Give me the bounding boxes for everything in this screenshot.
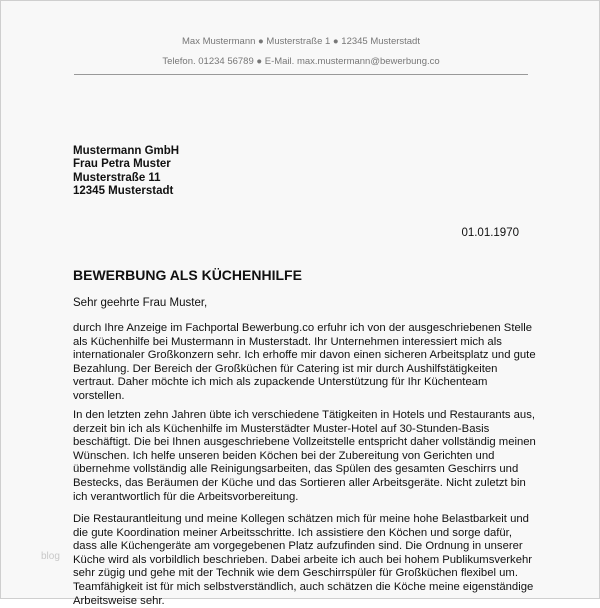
text-line: vorstellen. [73, 389, 125, 402]
text-line: internationaler Großkonzern sehr. Ich erhoffe mir davon einen sicheren Arbeitsplatz und gute [73, 349, 536, 362]
recipient-line: Frau Petra Muster [73, 158, 171, 171]
text-line: Die Restaurantleitung und meine Kollegen schätzen mich für meine hohe Belastbarkeit und [73, 513, 529, 525]
text-line: als Küchenhilfe bei Mustermann in Musterstadt. Ihr Unternehmen interessiert mich als [73, 335, 502, 348]
sender-contact: Telefon. 01234 56789 ● E-Mail. max.mustermann@bewerbung.co [162, 56, 440, 67]
text-line: In den letzten zehn Jahren übte ich verschiedene Tätigkeiten in Hotels und Restaurants aus, [73, 409, 535, 421]
text-line: sehr zügig und gehe mit der Technik wie dem Geschirrspüler für Großküchen flexibel um. [73, 567, 518, 580]
recipient-line: Musterstraße 11 [73, 171, 161, 184]
text-line: durch Ihre Anzeige im Fachportal Bewerbung.co erfuhr ich von der ausgeschriebenen Stelle [73, 322, 533, 334]
paragraph-2 [73, 409, 536, 504]
text-line: Bestecks, das Beräumen der Küche und das Sortieren aller Arbeitsgeräte. Nicht zuletzt bin [73, 476, 526, 489]
text-line: vertraut. Daher möchte ich mich als zupackende Unterstützung für Ihr Küchenteam [73, 376, 488, 389]
text-line: Wünschen. Ich helfe unseren beiden Köchen bei der Zubereitung von Gerichten und [73, 449, 495, 462]
text-line: übernehme vollständig alle Reinigungsarbeiten, das Spülen des gesamten Geschirrs und [73, 463, 519, 476]
text-line: Arbeitsweise sehr. [73, 594, 165, 607]
letter-date: 01.01.1970 [461, 227, 519, 239]
letter-title: BEWERBUNG ALS KÜCHENHILFE [73, 267, 302, 283]
text-line: ich verantwortlich für die Arbeitsvorbereitung. [73, 490, 299, 503]
sender-name-address: Max Mustermann ● Musterstraße 1 ● 12345 Musterstadt [182, 36, 420, 47]
recipient-address [73, 145, 179, 198]
paragraph-1 [73, 322, 536, 404]
text-line: dass alle Küchengeräte am vorgegebenen Platz aufzufinden sind. Die Ordnung in unserer [73, 540, 523, 553]
text-line: die gute Koordination meiner Arbeitsschritte. Ich assistiere den Köchen und sorge dafür, [73, 526, 512, 539]
text-line: Küche wird als vorbildlich beschrieben. Dabei arbeite ich auch bei hohem Publikumsverkehr [73, 553, 533, 566]
recipient-line: Mustermann GmbH [73, 145, 180, 157]
header-divider [74, 74, 528, 75]
recipient-line: 12345 Musterstadt [73, 184, 174, 197]
paragraph-3 [73, 513, 533, 608]
text-line: derzeit bin ich als Küchenhilfe im Musterstädter Muster-Hotel auf 30-Stunden-Basis [73, 422, 490, 435]
text-line: Bezahlung. Der Bereich der Großküchen für Catering ist mir durch Aushilfstätigkeiten [73, 362, 498, 375]
watermark: blog [41, 551, 60, 562]
text-line: Teamfähigkeit ist für mich selbstverständlich, auch schätzen die Köche meine eigenständige [73, 580, 534, 593]
text-line: beschäftigt. Die bei Ihnen ausgeschriebene Vollzeitstelle entspricht daher vollständig meinen [73, 436, 536, 449]
salutation: Sehr geehrte Frau Muster, [73, 297, 208, 309]
